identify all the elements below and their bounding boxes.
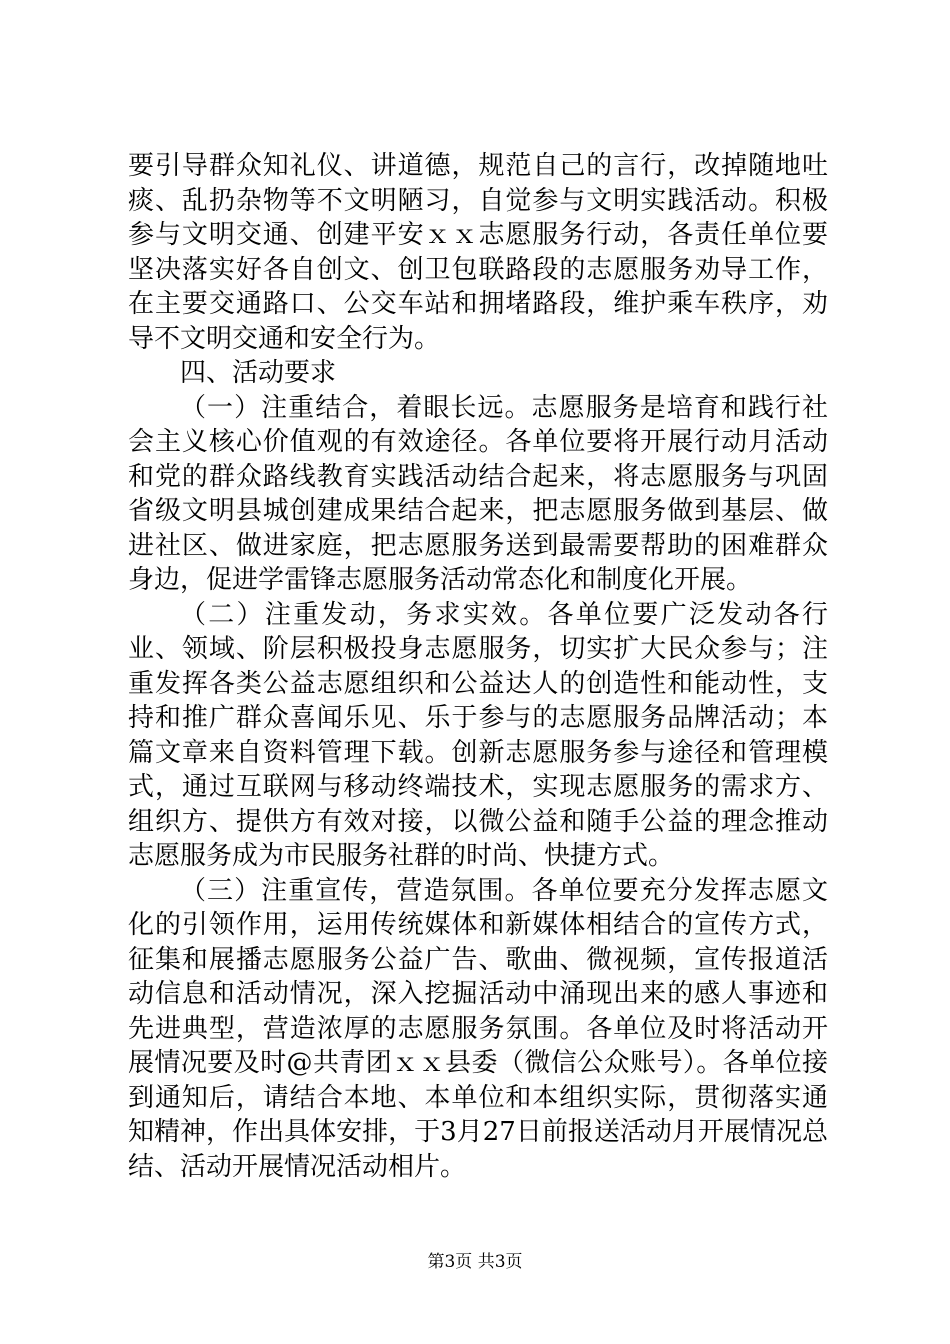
paragraph-requirement-3: （三）注重宣传，营造氛围。各单位要充分发挥志愿文化的引领作用，运用传统媒体和新媒体相结合的宣传方式，征集和展播志愿服务公益广告、歌曲、微视频，宣传报道活动信息和活动情况，深入挖掘活动中涌现出来的感人事迹和先进典型，营造浓厚的志愿服务氛围。各单位及时将活动开展情况要及时@共青团ｘｘ县委（微信公众账号）。各单位接到通知后，请结合本地、本单位和本组织实际，贯彻落实通知精神，作出具体安排，于3月27日前报送活动月开展情况总结、活动开展情况活动相片。: [128, 875, 828, 1182]
paragraph-requirement-1: （一）注重结合，着眼长远。志愿服务是培育和践行社会主义核心价值观的有效途径。各单位要将开展行动月活动和党的群众路线教育实践活动结合起来，将志愿服务与巩固省级文明县城创建成果结合起来，把志愿服务做到基层、做进社区、做进家庭，把志愿服务送到最需要帮助的困难群众身边，促进学雷锋志愿服务活动常态化和制度化开展。: [128, 392, 828, 595]
section-heading-activity-requirements: 四、活动要求: [180, 358, 337, 388]
paragraph-continuation: 要引导群众知礼仪、讲道德，规范自己的言行，改掉随地吐痰、乱扔杂物等不文明陋习，自觉参与文明实践活动。积极参与文明交通、创建平安ｘｘ志愿服务行动，各责任单位要坚决落实好各自创文、创卫包联路段的志愿服务劝导工作，在主要交通路口、公交车站和拥堵路段，维护乘车秩序，劝导不文明交通和安全行为。: [128, 151, 828, 354]
page-footer: 第3页 共3页: [427, 1252, 523, 1272]
document-body: [128, 149, 828, 1184]
paragraph-requirement-2: （二）注重发动，务求实效。各单位要广泛发动各行业、领域、阶层积极投身志愿服务，切实扩大民众参与；注重发挥各类公益志愿组织和公益达人的创造性和能动性，支持和推广群众喜闻乐见、乐于参与的志愿服务品牌活动；本篇文章来自资料管理下载。创新志愿服务参与途径和管理模式，通过互联网与移动终端技术，实现志愿服务的需求方、组织方、提供方有效对接，以微公益和随手公益的理念推动志愿服务成为市民服务社群的时尚、快捷方式。: [128, 599, 828, 871]
